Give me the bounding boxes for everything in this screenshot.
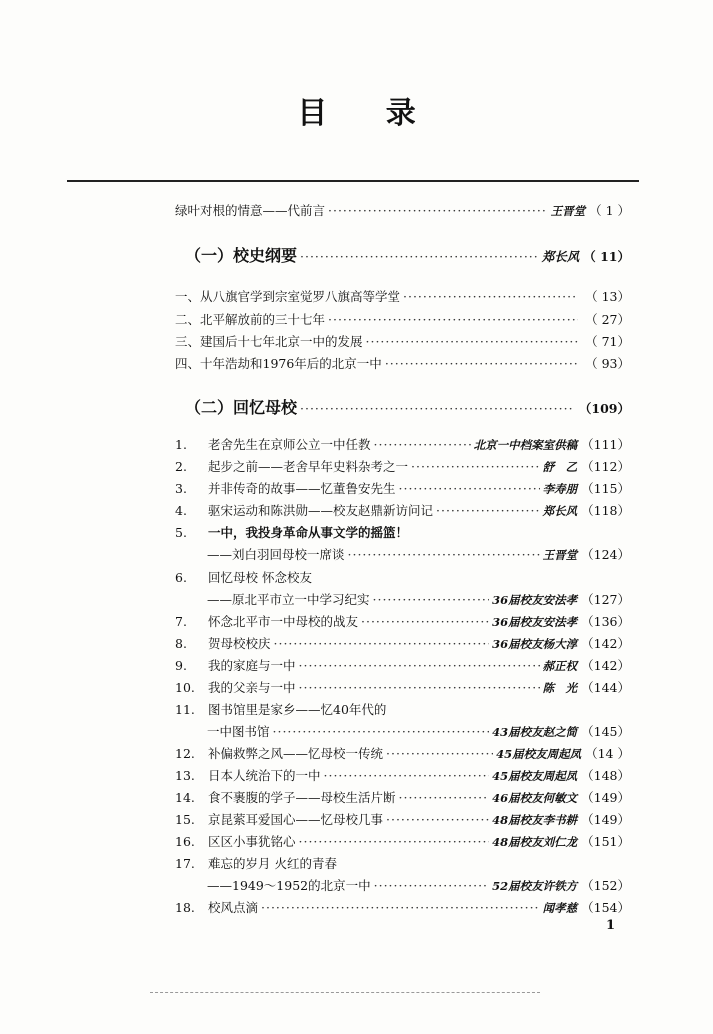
dot-leader [324, 768, 490, 784]
toc-number: 14. [175, 790, 195, 805]
toc-text: 一、从八旗官学到宗室觉罗八旗高等学堂 [175, 289, 401, 304]
toc-entry-continuation[interactable] [207, 547, 630, 563]
title-char-1: 目 [297, 96, 328, 131]
toc-entry-continuation[interactable] [207, 724, 630, 740]
toc-number: 6. [175, 570, 187, 585]
toc-author: 36届校友杨大淳 [492, 637, 578, 651]
toc-author: 郝正权 [542, 659, 578, 673]
toc-entry[interactable] [175, 289, 630, 305]
toc-author: 郑长风 [541, 249, 580, 264]
toc-entry[interactable] [175, 702, 630, 718]
toc-entry[interactable] [175, 768, 630, 784]
toc-page: （115） [581, 481, 630, 496]
toc-entry[interactable] [175, 312, 630, 328]
toc-entry[interactable] [175, 437, 630, 453]
section-heading-2[interactable] [185, 400, 630, 417]
toc-page: （111） [581, 437, 630, 452]
toc-text: 日本人统治下的一中 [208, 768, 321, 783]
toc-page: （148） [581, 768, 630, 783]
toc-text: 贺母校校庆 [208, 636, 271, 651]
dot-leader [300, 249, 539, 265]
toc-entry[interactable] [175, 790, 630, 806]
toc-page: （124） [581, 547, 630, 562]
dot-leader [273, 724, 490, 740]
dot-leader [299, 834, 490, 850]
toc-entry[interactable] [175, 481, 630, 497]
toc-author: 舒 乙 [542, 460, 578, 474]
dot-leader [300, 401, 572, 417]
toc-entry-continuation[interactable] [207, 878, 630, 894]
toc-author: 36届校友安法孝 [492, 593, 578, 607]
toc-page: （149） [581, 790, 630, 805]
toc-number: 9. [175, 658, 187, 673]
title-char-2: 录 [385, 96, 416, 131]
toc-author: 48届校友刘仁龙 [492, 835, 578, 849]
page-number: 1 [606, 918, 616, 933]
toc-author: 48届校友李书耕 [492, 813, 578, 827]
toc-entry[interactable] [175, 614, 630, 630]
dot-leader [328, 312, 578, 328]
toc-page: （ 93） [585, 356, 630, 371]
toc-entry-continuation[interactable] [207, 592, 630, 608]
toc-text: 京昆萦耳爱国心——忆母校几事 [208, 812, 384, 827]
dot-leader [373, 592, 490, 608]
toc-entry[interactable] [175, 356, 630, 372]
dot-leader [399, 481, 540, 497]
toc-author: 王晋堂 [550, 204, 586, 218]
toc-text: 并非传奇的故事——忆董鲁安先生 [208, 481, 396, 496]
toc-author: 43届校友赵之简 [492, 725, 578, 739]
toc-number: 10. [175, 680, 195, 695]
toc-entry[interactable] [175, 570, 630, 586]
toc-entry[interactable] [175, 834, 630, 850]
toc-page: （144） [581, 680, 630, 695]
toc-entry[interactable] [175, 503, 630, 519]
toc-author: 52届校友许铁方 [492, 879, 578, 893]
dot-leader [386, 746, 493, 762]
toc-text: 区区小事犹铭心 [208, 834, 296, 849]
toc-text: 四、十年浩劫和1976年后的北京一中 [175, 356, 382, 371]
toc-page: （ 11） [583, 249, 630, 264]
toc-page: （ 1 ） [589, 203, 630, 218]
toc-text: 我的父亲与一中 [208, 680, 296, 695]
title-rule [67, 180, 639, 182]
toc-entry[interactable] [175, 812, 630, 828]
toc-page: （145） [581, 724, 630, 739]
toc-number: 16. [175, 834, 195, 849]
dot-leader [374, 878, 490, 894]
toc-author: 36届校友安法孝 [492, 615, 578, 629]
toc-number: 17. [175, 856, 195, 871]
toc-entry[interactable] [175, 334, 630, 350]
dot-leader [261, 900, 540, 916]
toc-author: 46届校友何敏文 [492, 791, 578, 805]
toc-text: 我的家庭与一中 [208, 658, 296, 673]
toc-entry[interactable] [175, 525, 630, 541]
toc-page: （152） [581, 878, 630, 893]
toc-number: 18. [175, 900, 195, 915]
toc-number: 13. [175, 768, 195, 783]
dot-leader [411, 459, 540, 475]
section-title: （一）校史纲要 [185, 246, 298, 265]
dot-leader [299, 680, 540, 696]
toc-number: 15. [175, 812, 195, 827]
dot-leader [385, 356, 578, 372]
toc-page: （109） [578, 401, 630, 416]
dot-leader [374, 437, 471, 453]
dot-leader [399, 790, 490, 806]
toc-page: （14 ） [585, 746, 630, 761]
toc-page: （149） [581, 812, 630, 827]
dot-leader [361, 614, 489, 630]
toc-number: 12. [175, 746, 195, 761]
toc-page: （118） [581, 503, 630, 518]
toc-entry[interactable] [175, 658, 630, 674]
toc-text: 起步之前——老舍早年史料杂考之一 [208, 459, 409, 474]
toc-number: 1. [175, 437, 187, 452]
toc-author: 北京一中档案室供稿 [473, 438, 578, 452]
toc-number: 8. [175, 636, 187, 651]
toc-text: 补偏救弊之风——忆母校一传统 [208, 746, 384, 761]
toc-author: 陈 光 [542, 681, 578, 695]
toc-text: 一中，我投身革命从事文学的摇篮！ [208, 525, 409, 540]
toc-page: （151） [581, 834, 630, 849]
bottom-scan-line [150, 992, 540, 993]
toc-text: 回忆母校 怀念校友 [208, 570, 312, 585]
toc-author: 李寿朋 [542, 482, 578, 496]
section-heading-1[interactable] [185, 248, 630, 265]
dot-leader [386, 812, 489, 828]
toc-text: 食不裹腹的学子——母校生活片断 [208, 790, 396, 805]
toc-page: （142） [581, 636, 630, 651]
toc-entry[interactable] [175, 636, 630, 652]
toc-number: 5. [175, 525, 187, 540]
toc-text: 老舍先生在京师公立一中任教 [208, 437, 371, 452]
page-title [0, 88, 713, 132]
toc-entry[interactable] [175, 746, 630, 762]
toc-number: 3. [175, 481, 187, 496]
toc-page: （ 27） [585, 312, 630, 327]
toc-entry[interactable] [175, 900, 630, 916]
toc-text: ——刘白羽回母校一席谈 [207, 547, 345, 562]
dot-leader [436, 503, 540, 519]
toc-number: 2. [175, 459, 187, 474]
dot-leader [348, 547, 540, 563]
toc-text: 图书馆里是家乡——忆40年代的 [208, 702, 387, 717]
toc-page: （127） [581, 592, 630, 607]
toc-text: 绿叶对根的情意——代前言 [175, 203, 326, 218]
toc-author: 王晋堂 [542, 548, 578, 562]
toc-page: （154） [581, 900, 630, 915]
toc-author: 闻孝慈 [542, 901, 578, 915]
dot-leader [366, 334, 579, 350]
dot-leader [274, 636, 490, 652]
toc-text: 驱宋运动和陈洪勋——校友赵鼎新访问记 [208, 503, 434, 518]
toc-author: 郑长风 [542, 504, 578, 518]
toc-text: 三、建国后十七年北京一中的发展 [175, 334, 363, 349]
toc-text: ——1949～1952的北京一中 [207, 878, 371, 893]
toc-text: 校风点滴 [208, 900, 259, 915]
section-title: （二）回忆母校 [185, 398, 298, 417]
toc-author: 45届校友周起凤 [492, 769, 578, 783]
toc-entry[interactable] [175, 680, 630, 696]
toc-page: （ 71） [585, 334, 630, 349]
toc-text: 难忘的岁月 火红的青春 [208, 856, 337, 871]
dot-leader [403, 289, 578, 305]
toc-number: 11. [175, 702, 195, 717]
toc-text: 二、北平解放前的三十七年 [175, 312, 326, 327]
toc-author: 45届校友周起凤 [496, 747, 582, 761]
toc-entry[interactable] [175, 459, 630, 475]
toc-number: 7. [175, 614, 187, 629]
toc-page: （ 13） [585, 289, 630, 304]
toc-number: 4. [175, 503, 187, 518]
toc-page: （112） [581, 459, 630, 474]
toc-page: （142） [581, 658, 630, 673]
dot-leader [328, 203, 548, 219]
toc-page: （136） [581, 614, 630, 629]
dot-leader [299, 658, 540, 674]
toc-text: ——原北平市立一中学习纪实 [207, 592, 370, 607]
toc-text: 怀念北平市一中母校的战友 [208, 614, 359, 629]
toc-entry[interactable] [175, 856, 630, 872]
toc-text: 一中图书馆 [207, 724, 270, 739]
toc-preface[interactable] [175, 203, 630, 219]
